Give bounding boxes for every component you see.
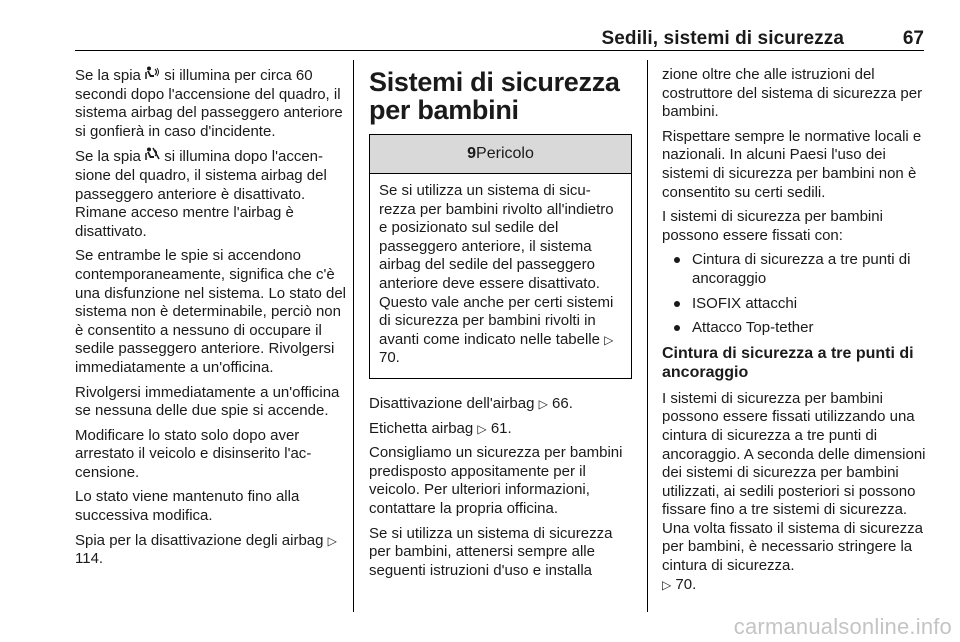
danger-box <box>369 134 632 379</box>
page-ref-arrow-icon: ▷ <box>662 577 672 592</box>
fixing-methods-list <box>662 251 926 337</box>
paragraph: Se entrambe le spie si accendono contemporaneamente, significa che c'è una disfunzione nel sistema. Lo stato del sistema non è determinabile, perciò non è consentito a nessuno di occupare il sedile passeggero anteriore. Rivolgersi immediatamente a un'officina. <box>75 247 347 376</box>
passenger-airbag-off-icon <box>145 148 160 164</box>
paragraph: Lo stato viene mantenuto fino alla successiva modifica. <box>75 488 300 525</box>
section-heading: Sistemi di sicurezza per bambini <box>369 67 620 125</box>
danger-body: Se si utilizza un sistema di sicurezza per bambini rivolto all'indietro e posizionato sul sedile del passeggero anteriore, il sistema airbag del sedile del passeggero anteriore deve essere disattivato. Questo vale anche per certi sistemi di sicurezza per bambini rivolti in avanti come indicato nelle tabelle ▷ 70. <box>379 182 614 367</box>
paragraph: I sistemi di sicurezza per bambini possono essere fissati utilizzando una cintura di sicurezza a tre punti di ancoraggio. A seconda delle dimensioni dei sistemi di sicurezza per bambini utilizzati, ai sedili posteriori si possono fissare fino a tre sistemi di sicurezza. Una volta fissato il sistema di sicurezza per bambini, è necessario stringere la cintura di sicurezza. ▷ 70. <box>662 389 926 593</box>
page-ref-arrow-icon: ▷ <box>538 396 548 411</box>
paragraph: Spia per la disattivazione degli airbag ▷ 114. <box>75 531 337 568</box>
paragraph: Se la spia si illumina per circa 60 secondi dopo l'accensione del quadro, il sistema airbag del passeggero anteriore si gonfierà in caso d'incidente. <box>75 67 343 140</box>
watermark: carmanualsonline.info <box>733 614 952 639</box>
paragraph: Se la spia si illumina dopo l'accensione del quadro, il sistema airbag del passeggero anteriore è disattivato. Rimane acceso mentre l'airbag è disattivato. <box>75 148 327 240</box>
paragraph: Disattivazione dell'airbag ▷ 66. <box>369 394 573 412</box>
column-1 <box>75 66 353 575</box>
paragraph: Modificare lo stato solo dopo aver arrestato il veicolo e disinserito l'accensione. <box>75 426 312 481</box>
paragraph: Se si utilizza un sistema di sicurezza per bambini, attenersi sempre alle seguenti istruzioni d'uso e installa <box>369 524 613 579</box>
page-ref-link[interactable]: 66. <box>552 394 573 412</box>
danger-header <box>370 135 631 174</box>
paragraph: Rivolgersi immediatamente a un'officina se nessuna delle due spie si accende. <box>75 383 340 420</box>
warning-icon: 9 <box>467 145 477 162</box>
list-item: Attacco Top-tether <box>662 319 926 338</box>
subsection-heading: Cintura di sicurezza a tre punti di ancoraggio <box>662 344 914 381</box>
page-header <box>75 0 924 51</box>
paragraph: Rispettare sempre le normative locali e nazionali. In alcuni Paesi l'uso dei sistemi di sicurezza per bambini non è consentito su certi sedili. <box>662 127 922 201</box>
page-number: 67 <box>902 28 924 49</box>
danger-title: Pericolo <box>476 145 534 162</box>
column-3 <box>662 66 926 600</box>
page-ref-link[interactable]: 61. <box>490 419 512 437</box>
list-item: ISOFIX attacchi <box>662 295 926 314</box>
paragraph: zione oltre che alle istruzioni del costruttore del sistema di sicurezza per bambini. <box>662 66 923 121</box>
page-ref-arrow-icon: ▷ <box>327 533 337 548</box>
column-divider <box>353 60 354 612</box>
page-ref-arrow-icon: ▷ <box>604 332 614 347</box>
section-title: Sedili, sistemi di sicurezza <box>601 28 844 49</box>
column-divider <box>647 60 648 612</box>
paragraph: I sistemi di sicurezza per bambini possono essere fissati con: <box>662 208 883 244</box>
page-ref-link[interactable]: 70. <box>675 575 697 593</box>
passenger-airbag-on-icon <box>145 67 160 83</box>
page-ref-link[interactable]: 70. <box>379 349 400 367</box>
page-ref-arrow-icon: ▷ <box>477 421 487 436</box>
column-2 <box>369 66 632 586</box>
paragraph: Etichetta airbag ▷ 61. <box>369 419 512 437</box>
page-ref-link[interactable]: 114. <box>75 550 104 568</box>
paragraph: Consigliamo un sicurezza per bambini predisposto appositamente per il veicolo. Per ulteriori informazioni, contattare la propria officina. <box>369 444 623 517</box>
list-item: Cintura di sicurezza a tre punti di ancoraggio <box>662 251 926 288</box>
